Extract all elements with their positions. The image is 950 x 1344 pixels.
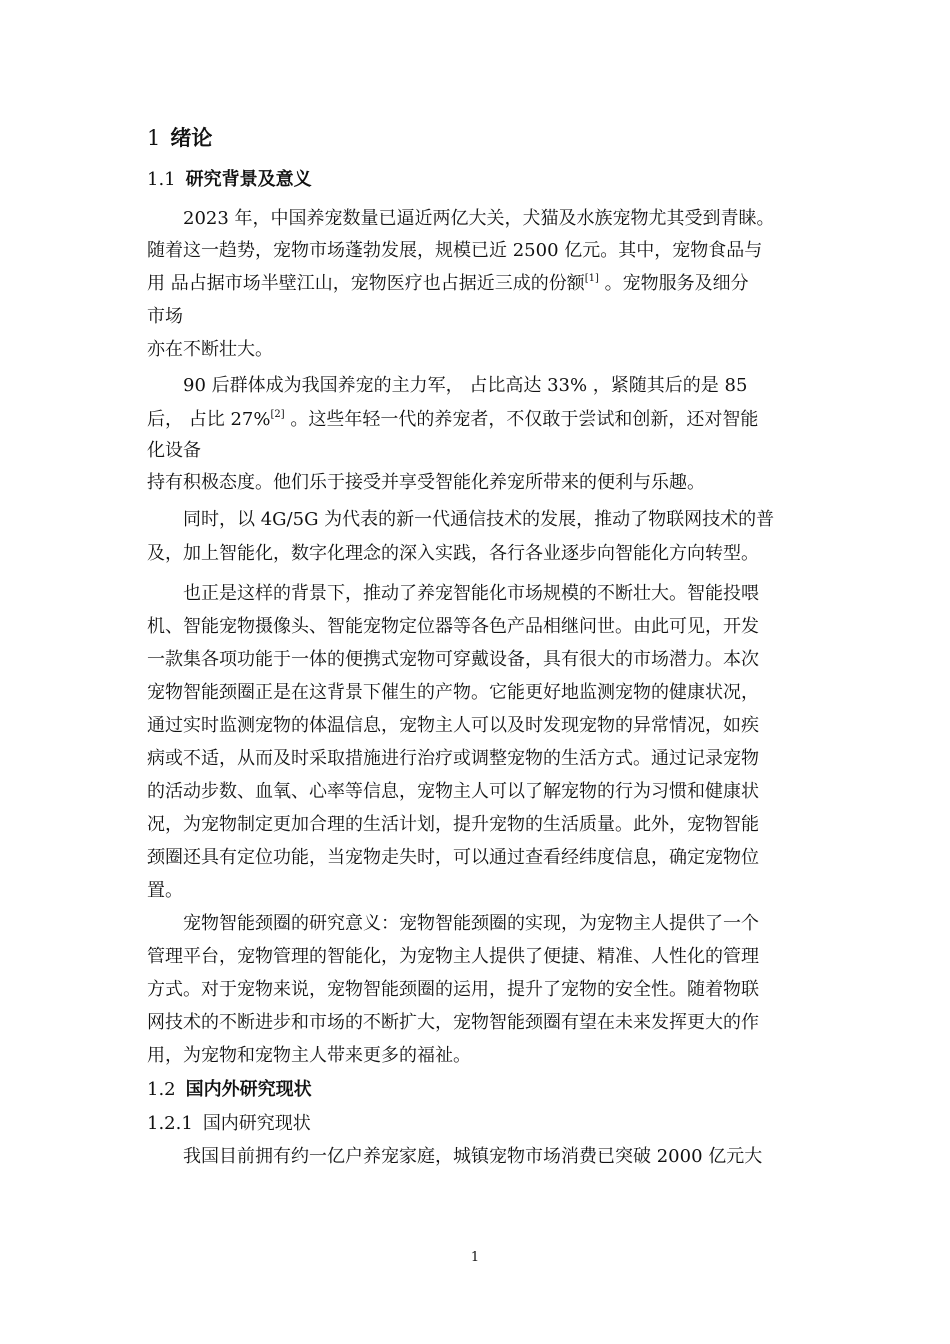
heading-section-1-1: 1.1 研究背景及意义 xyxy=(147,169,312,190)
paragraph-line: 市场 xyxy=(147,306,183,327)
paragraph-line: 用 品占据市场半壁江山，宠物医疗也占据近三成的份额[1] 。宠物服务及细分 xyxy=(147,273,749,294)
paragraph-line: 宠物智能颈圈的研究意义：宠物智能颈圈的实现，为宠物主人提供了一个 xyxy=(183,913,759,934)
citation-ref: [1] xyxy=(584,273,599,284)
paragraph-line: 方式。对于宠物来说，宠物智能颈圈的运用，提升了宠物的安全性。随着物联 xyxy=(147,979,759,1000)
paragraph-line: 的活动步数、血氧、心率等信息，宠物主人可以了解宠物的行为习惯和健康状 xyxy=(147,781,759,802)
paragraph-line: 机、智能宠物摄像头、智能宠物定位器等各色产品相继问世。由此可见，开发 xyxy=(147,616,759,637)
paragraph-line: 颈圈还具有定位功能，当宠物走失时，可以通过查看经纬度信息，确定宠物位 xyxy=(147,847,759,868)
heading-subsection-1-2-1: 1.2.1 国内研究现状 xyxy=(147,1113,311,1134)
paragraph-line: 同时，以 4G/5G 为代表的新一代通信技术的发展，推动了物联网技术的普 xyxy=(183,509,775,530)
paragraph-line: 90 后群体成为我国养宠的主力军， 占比高达 33% ，紧随其后的是 85 xyxy=(183,375,748,396)
paragraph-line: 也正是这样的背景下，推动了养宠智能化市场规模的不断壮大。智能投喂 xyxy=(183,583,759,604)
paragraph-line: 持有积极态度。他们乐于接受并享受智能化养宠所带来的便利与乐趣。 xyxy=(147,472,705,493)
paragraph-line: 我国目前拥有约一亿户养宠家庭，城镇宠物市场消费已突破 2000 亿元大 xyxy=(183,1146,763,1167)
paragraph-line: 随着这一趋势，宠物市场蓬勃发展，规模已近 2500 亿元。其中，宠物食品与 xyxy=(147,240,763,261)
paragraph-line: 病或不适，从而及时采取措施进行治疗或调整宠物的生活方式。通过记录宠物 xyxy=(147,748,759,769)
paragraph-line: 置。 xyxy=(147,880,183,901)
paragraph-line: 管理平台，宠物管理的智能化，为宠物主人提供了便捷、精准、人性化的管理 xyxy=(147,946,759,967)
page-number: 1 xyxy=(470,1250,480,1265)
paragraph-line: 况，为宠物制定更加合理的生活计划，提升宠物的生活质量。此外，宠物智能 xyxy=(147,814,759,835)
paragraph-line: 一款集各项功能于一体的便携式宠物可穿戴设备，具有很大的市场潜力。本次 xyxy=(147,649,759,670)
paragraph-line: 2023 年，中国养宠数量已逼近两亿大关，犬猫及水族宠物尤其受到青睐。 xyxy=(183,208,775,229)
paragraph-line: 化设备 xyxy=(147,440,201,461)
citation-ref: [2] xyxy=(270,409,285,420)
heading-chapter-1: 1 绪论 xyxy=(147,126,213,150)
paragraph-line: 网技术的不断进步和市场的不断扩大，宠物智能颈圈有望在未来发挥更大的作 xyxy=(147,1012,759,1033)
paragraph-line: 用，为宠物和宠物主人带来更多的福祉。 xyxy=(147,1045,471,1066)
paragraph-line: 亦在不断壮大。 xyxy=(147,339,273,360)
paragraph-line: 通过实时监测宠物的体温信息，宠物主人可以及时发现宠物的异常情况，如疾 xyxy=(147,715,759,736)
paragraph-line: 宠物智能颈圈正是在这背景下催生的产物。它能更好地监测宠物的健康状况， xyxy=(147,682,759,703)
paragraph-line: 及，加上智能化，数字化理念的深入实践，各行各业逐步向智能化方向转型。 xyxy=(147,543,759,564)
heading-section-1-2: 1.2 国内外研究现状 xyxy=(147,1079,312,1100)
paragraph-line: 后， 占比 27%[2] 。这些年轻一代的养宠者，不仅敢于尝试和创新，还对智能 xyxy=(147,409,759,430)
